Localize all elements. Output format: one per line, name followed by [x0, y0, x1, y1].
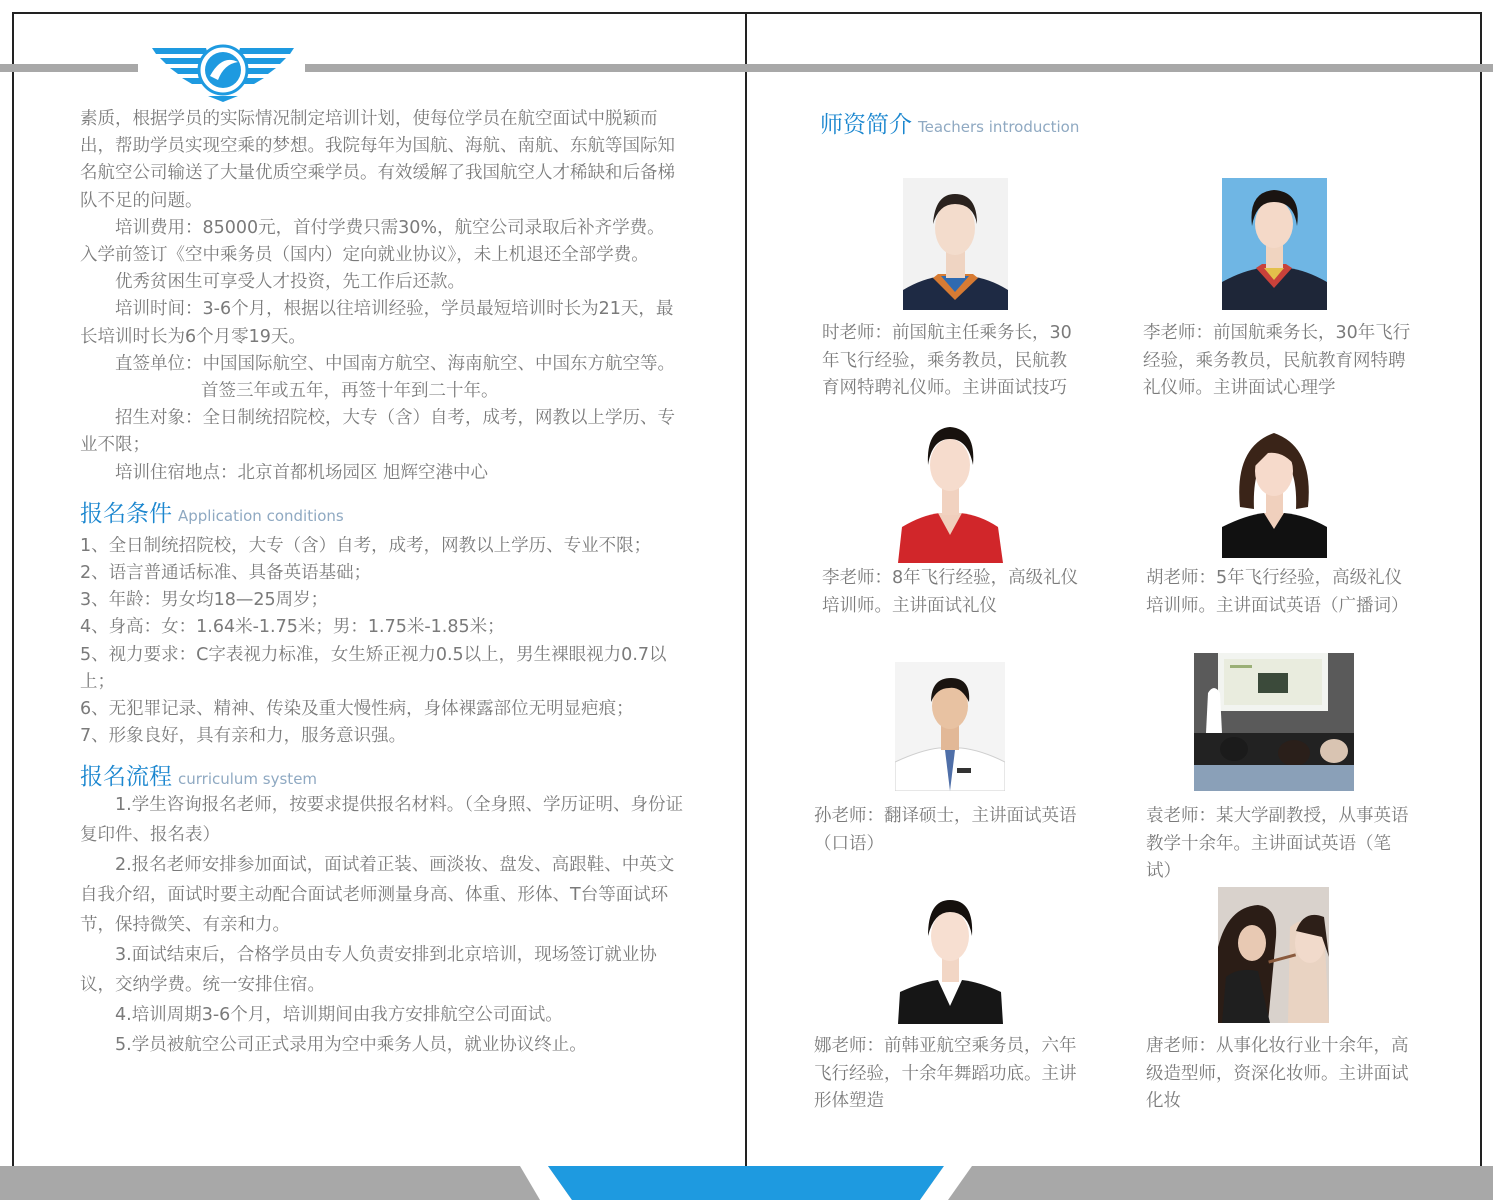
intro-paragraph: 素质，根据学员的实际情况制定培训计划，使每位学员在航空面试中脱颖而出，帮助学员实现空乘的梦想。我院每年为国航、海航、南航、东航等国际知名航空公司输送了大量优质空乘学员。有效缓解了我国航空人才稀缺和后备梯队不足的问题。 [80, 109, 675, 211]
intro-paragraph: 首签三年或五年，再签十年到二十年。 [201, 381, 499, 402]
teacher-caption-8: 唐老师：从事化妆行业十余年，高级造型师，资深化妆师。主讲面试化妆 [1146, 1036, 1409, 1111]
process-step: 1.学生咨询报名老师，按要求提供报名材料。（全身照、学历证明、身份证复印件、报名表） [80, 795, 683, 846]
teachers-subtitle: Teachers introduction [918, 118, 1080, 136]
condition-item: 2、语言普通话标准、具备英语基础； [80, 563, 372, 584]
teacher-photo-3 [898, 417, 1003, 563]
conditions-heading [80, 497, 685, 533]
intro-section [80, 106, 685, 487]
page-spine [745, 12, 747, 1186]
conditions-list [80, 533, 685, 751]
intro-paragraph: 招生对象：全日制统招院校，大专（含）自考，成考，网教以上学历、专业不限； [80, 408, 675, 456]
page-border-top [12, 12, 1481, 14]
process-step: 3.面试结束后，合格学员由专人负责安排到北京培训，现场签订就业协议，交纳学费。统一安排住宿。 [80, 945, 657, 996]
process-step: 4.培训周期3-6个月，培训期间由我方安排航空公司面试。 [115, 1005, 563, 1026]
teachers-title: 师资简介 [820, 112, 912, 138]
teacher-caption-2: 李老师：前国航乘务长，30年飞行经验，乘务教员，民航教育网特聘礼仪师。主讲面试心理学 [1143, 323, 1411, 398]
process-subtitle: curriculum system [178, 770, 318, 789]
left-page-content [80, 106, 685, 1060]
top-band-right [305, 64, 1493, 72]
condition-item: 5、视力要求：C字表视力标准，女生矫正视力0.5以上，男生裸眼视力0.7以上； [80, 644, 667, 692]
intro-paragraph: 优秀贫困生可享受人才投资，先工作后还款。 [115, 272, 465, 293]
conditions-subtitle: Application conditions [178, 506, 344, 525]
process-step: 5.学员被航空公司正式录用为空中乘务人员，就业协议终止。 [115, 1035, 587, 1056]
process-list [80, 790, 685, 1060]
process-title: 报名流程 [80, 764, 172, 791]
condition-item: 6、无犯罪记录、精神、传染及重大慢性病，身体裸露部位无明显疤痕； [80, 699, 634, 720]
conditions-title: 报名条件 [80, 500, 172, 527]
bottom-decorative-band [0, 1166, 1493, 1200]
intro-paragraph: 培训时间：3-6个月，根据以往培训经验，学员最短培训时长为21天，最长培训时长为6个月零19天。 [80, 299, 674, 347]
wings-logo-icon [148, 40, 298, 104]
page-border-left [12, 12, 14, 1186]
process-step: 2.报名老师安排参加面试，面试着正装、画淡妆、盘发、高跟鞋、中英文自我介绍，面试时要主动配合面试老师测量身高、体重、形体、T台等面试环节，保持微笑、有亲和力。 [80, 855, 675, 936]
intro-paragraph: 培训住宿地点：北京首都机场园区 旭辉空港中心 [115, 462, 489, 483]
teacher-caption-6: 袁老师：某大学副教授，从事英语教学十余年。主讲面试英语（笔试） [1146, 806, 1409, 881]
teacher-photo-5 [895, 662, 1005, 791]
teacher-photo-2 [1222, 178, 1327, 310]
condition-item: 1、全日制统招院校，大专（含）自考，成考，网教以上学历、专业不限； [80, 535, 652, 556]
intro-paragraph: 入学前签订《空中乘务员（国内）定向就业协议》，未上机退还全部学费。 [80, 245, 649, 266]
intro-paragraph: 培训费用：85000元，首付学费只需30%，航空公司录取后补齐学费。 [115, 217, 665, 238]
teacher-caption-1: 时老师：前国航主任乘务长，30年飞行经验，乘务教员，民航教育网特聘礼仪师。主讲面试技巧 [822, 323, 1072, 398]
condition-item: 4、身高：女：1.64米-1.75米；男：1.75米-1.85米； [80, 617, 505, 638]
teacher-caption-4: 胡老师：5年飞行经验，高级礼仪培训师。主讲面试英语（广播词） [1146, 568, 1409, 616]
teacher-photo-8 [1218, 887, 1329, 1023]
teacher-photo-6 [1194, 653, 1354, 791]
condition-item: 7、形象良好，具有亲和力，服务意识强。 [80, 726, 407, 747]
intro-paragraph: 直签单位：中国国际航空、中国南方航空、海南航空、中国东方航空等。 [115, 353, 675, 374]
condition-item: 3、年龄：男女均18—25周岁； [80, 590, 329, 611]
page-border-right [1480, 12, 1482, 1186]
top-band-left [0, 64, 138, 72]
teachers-heading [820, 108, 1079, 144]
teacher-photo-4 [1222, 417, 1327, 558]
teacher-caption-5: 孙老师：翻译硕士，主讲面试英语（口语） [814, 806, 1077, 854]
teacher-caption-7: 娜老师：前韩亚航空乘务员，六年飞行经验，十余年舞蹈功底。主讲形体塑造 [814, 1036, 1077, 1111]
teacher-photo-1 [903, 178, 1008, 310]
teacher-photo-7 [898, 890, 1003, 1024]
teacher-caption-3: 李老师：8年飞行经验，高级礼仪培训师。主讲面试礼仪 [822, 568, 1079, 616]
